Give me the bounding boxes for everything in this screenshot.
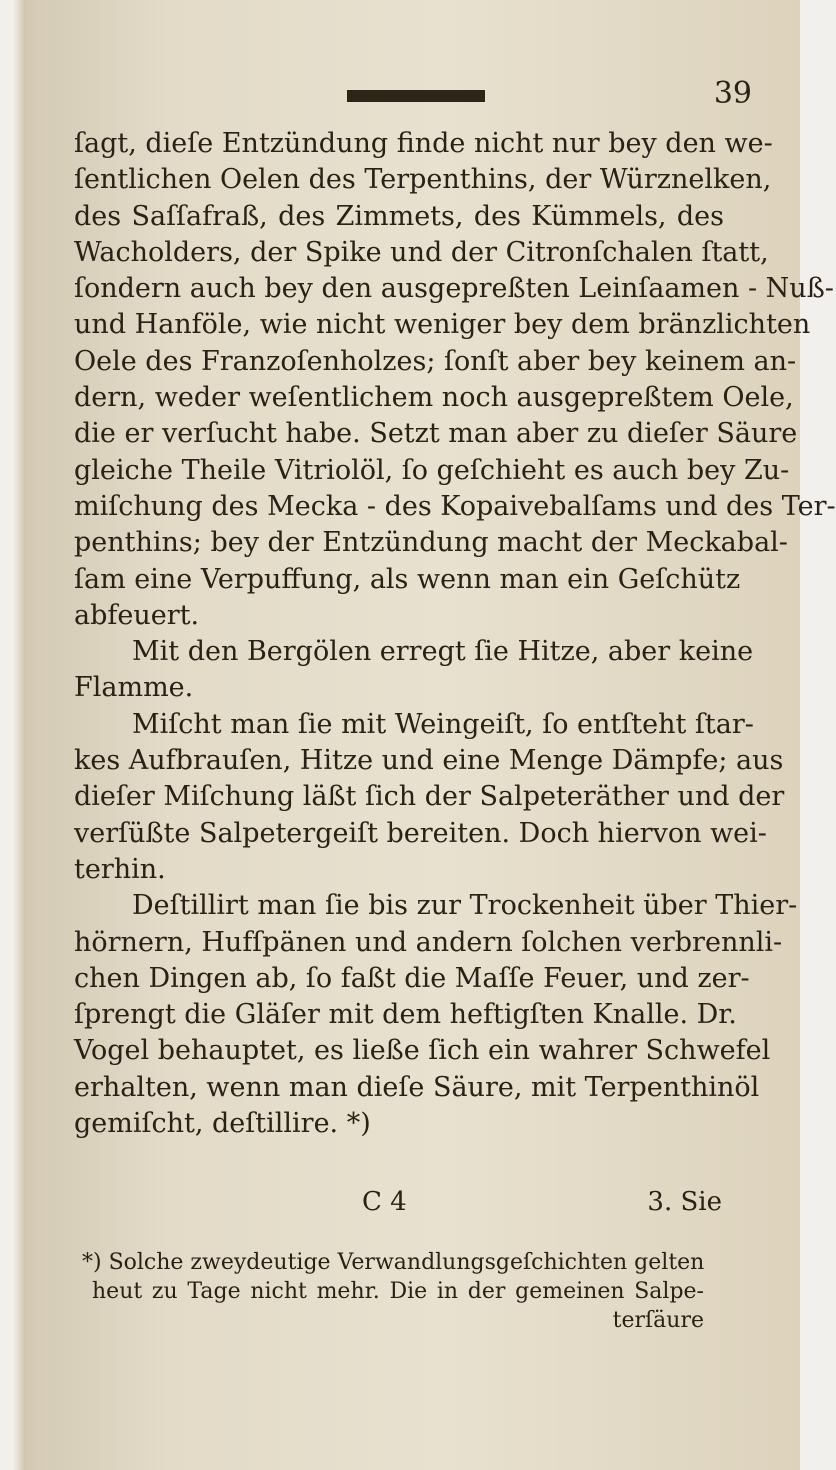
text-line: miſchung des Mecka - des Kopaivebalſams und des Ter- — [74, 490, 836, 522]
catchword: 3. Sie — [647, 1187, 722, 1217]
text-line: Wacholders, der Spike und der Citronſchalen ſtatt, — [74, 236, 769, 268]
text-line: ſam eine Verpuffung, als wenn man ein Geſchütz — [74, 563, 741, 595]
text-line: verſüßte Salpetergeiſt bereiten. Doch hiervon wei- — [74, 817, 767, 849]
text-line: ſprengt die Gläſer mit dem heftigſten Knalle. Dr. — [74, 999, 737, 1031]
text-line: und Hanföle, wie nicht weniger bey dem bränzlichten — [74, 309, 811, 341]
text-line: gleiche Theile Vitriolöl, ſo geſchieht es auch bey Zu- — [74, 454, 790, 486]
text-line: dern, weder weſentlichem noch ausgepreßtem Oele, — [74, 382, 794, 414]
text-line: dieſer Miſchung läßt ſich der Salpeteräther und der — [74, 781, 785, 813]
signature-mark: C 4 — [362, 1187, 407, 1217]
text-line: chen Dingen ab, ſo faßt die Maſſe Feuer, und zer- — [74, 962, 750, 994]
footnote — [82, 1248, 705, 1335]
text-line: penthins; bey der Entzündung macht der Meckabal- — [74, 527, 788, 559]
text-line: ſagt, dieſe Entzündung finde nicht nur bey den we- — [74, 128, 773, 159]
text-line: terhin. — [74, 853, 166, 885]
text-line: Deſtillirt man ſie bis zur Trockenheit über Thier- — [132, 890, 798, 922]
page-number: 39 — [713, 76, 752, 111]
footnote-line: heut zu Tage nicht mehr. Die in der gemeinen Salpe- — [92, 1279, 704, 1304]
page-footer — [362, 1187, 722, 1223]
text-line: hörnern, Hufſpänen und andern ſolchen verbrennli- — [74, 926, 783, 958]
text-line: ſentlichen Oelen des Terpenthins, der Würznelken, — [74, 164, 772, 196]
text-line: des Saſſafraß, des Zimmets, des Kümmels, des — [74, 200, 724, 232]
book-page — [12, 0, 836, 1470]
text-line: Flamme. — [74, 672, 194, 704]
text-line: Mit den Bergölen erregt ſie Hitze, aber keine — [132, 636, 754, 668]
text-line: abfeuert. — [74, 599, 200, 631]
text-line: kes Aufbrauſen, Hitze und eine Menge Dämpfe; aus — [74, 745, 784, 777]
text-line: die er verſucht habe. Setzt man aber zu dieſer Säure — [74, 418, 798, 450]
header-rule — [347, 90, 485, 102]
footnote-line: *) Solche zweydeutige Verwandlungsgeſchichten gelten — [82, 1250, 705, 1275]
page-edge — [12, 0, 26, 1470]
text-line: Miſcht man ſie mit Weingeiſt, ſo entſteht ſtar- — [132, 708, 754, 740]
text-line: gemiſcht, deſtillire. *) — [74, 1108, 371, 1140]
text-line: Oele des Franzoſenholzes; ſonſt aber bey keinem an- — [74, 345, 797, 377]
text-line: Vogel behauptet, es ließe ſich ein wahrer Schwefel — [74, 1035, 771, 1067]
footnote-line: terſäure — [612, 1308, 704, 1333]
text-line: ſondern auch bey den ausgepreßten Leinſaamen - Nuß- — [74, 273, 834, 305]
text-line: erhalten, wenn man dieſe Säure, mit Terpenthinöl — [74, 1071, 760, 1103]
body-text — [74, 126, 836, 1142]
